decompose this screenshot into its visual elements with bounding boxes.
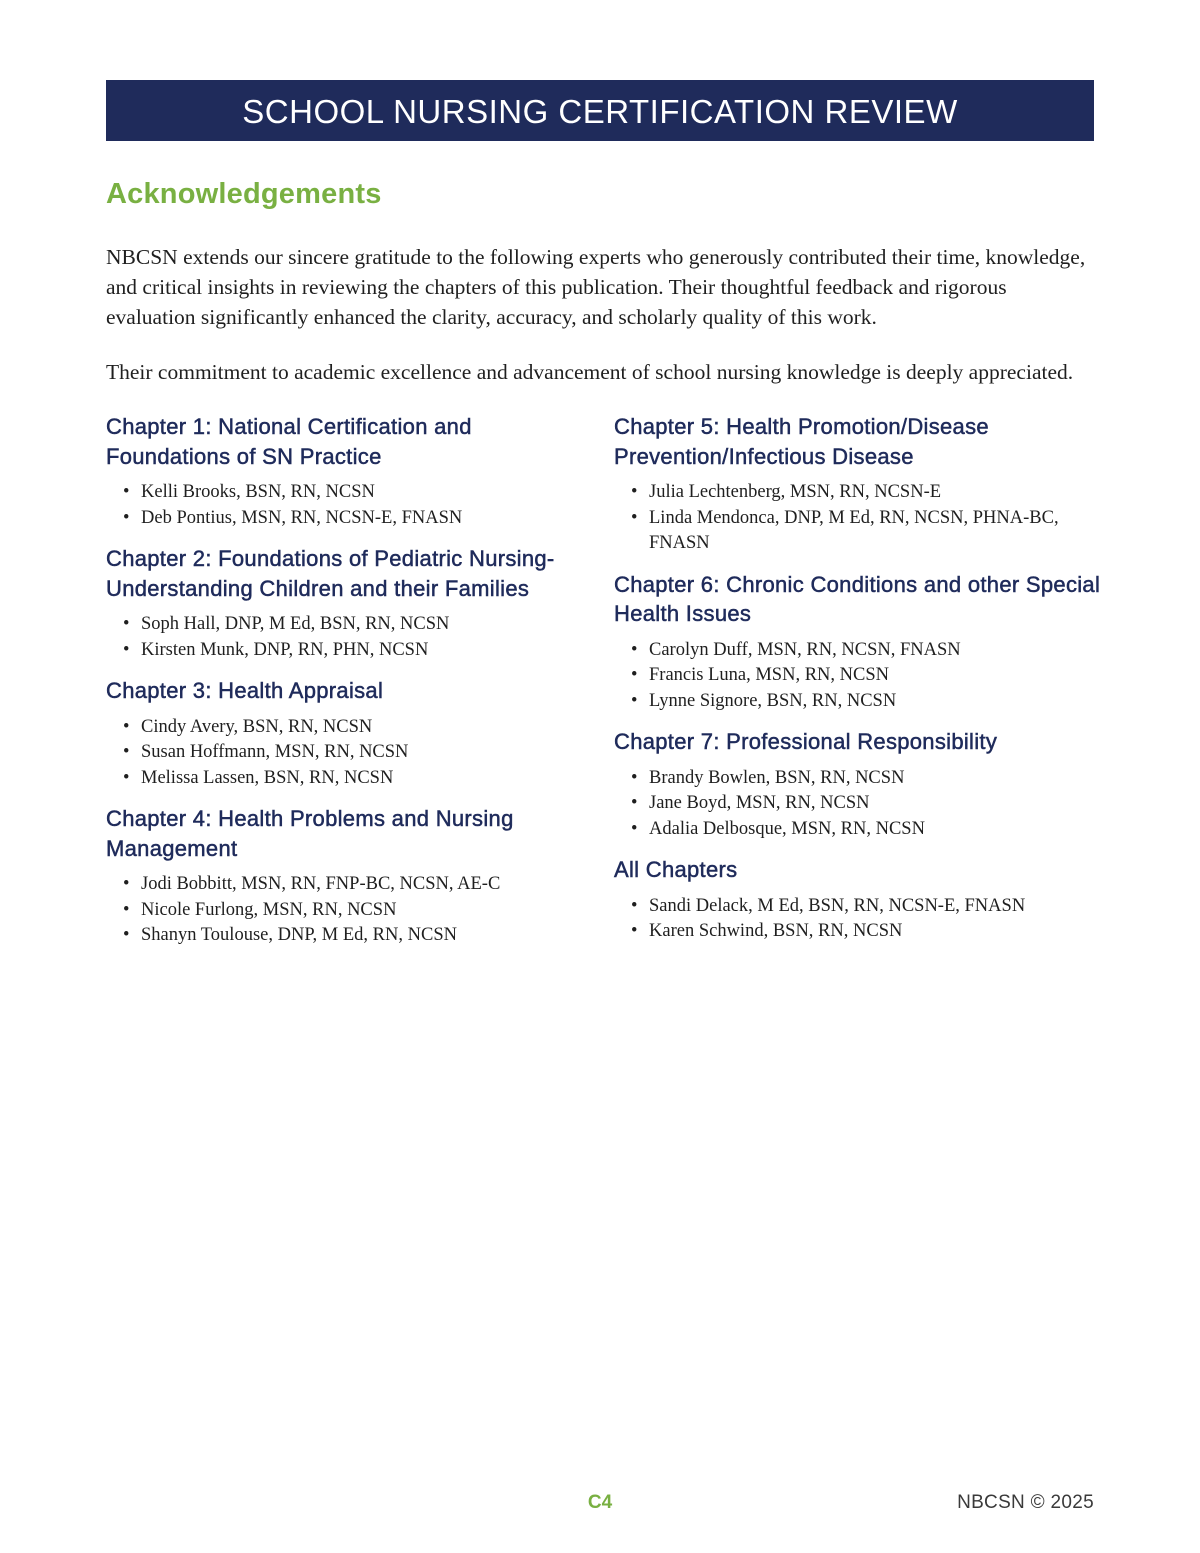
chapter-section [614, 412, 1104, 557]
reviewer-name: Linda Mendonca, DNP, M Ed, RN, NCSN, PHNA-BC, FNASN [649, 507, 1059, 553]
left-column [106, 412, 596, 962]
header-banner [106, 80, 1094, 141]
chapter-title: Chapter 5: Health Promotion/Disease Prevention/Infectious Disease [614, 414, 989, 469]
chapter-section [614, 727, 1104, 842]
chapter-section [106, 676, 596, 791]
reviewer-name: Soph Hall, DNP, M Ed, BSN, RN, NCSN [141, 614, 450, 634]
reviewer-list [614, 894, 1104, 945]
reviewer-item [614, 766, 1104, 792]
reviewer-name: Carolyn Duff, MSN, RN, NCSN, FNASN [649, 639, 961, 660]
bullet-icon: • [631, 818, 638, 839]
reviewer-item [614, 791, 1104, 817]
reviewer-list [106, 612, 596, 663]
bullet-icon: • [123, 899, 130, 920]
bullet-icon: • [631, 895, 638, 916]
chapter-section [106, 804, 596, 949]
bullet-icon: • [123, 925, 130, 945]
reviewer-item [614, 506, 1104, 557]
bullet-icon: • [123, 507, 130, 528]
bullet-icon: • [123, 639, 130, 660]
reviewer-list [106, 872, 596, 949]
bullet-icon: • [631, 767, 638, 788]
reviewer-item [106, 898, 596, 924]
reviewer-item [614, 919, 1104, 945]
bullet-icon: • [631, 639, 638, 660]
bullet-icon: • [123, 767, 130, 788]
reviewer-item [614, 638, 1104, 664]
reviewer-name: Karen Schwind, BSN, RN, NCSN [649, 921, 903, 941]
section-title: Acknowledgements [106, 178, 382, 210]
reviewer-item [106, 766, 596, 792]
bullet-icon: • [123, 716, 130, 737]
copyright-notice: NBCSN © 2025 [957, 1492, 1094, 1513]
reviewer-list [614, 480, 1104, 557]
reviewer-item [106, 872, 596, 898]
chapter-section [106, 412, 596, 531]
reviewer-item [106, 715, 596, 741]
reviewer-name: Nicole Furlong, MSN, RN, NCSN [141, 899, 397, 920]
bullet-icon: • [631, 482, 638, 502]
intro-paragraph-2: Their commitment to academic excellence and advancement of school nursing knowledge is deeply appreciated. [106, 360, 1074, 384]
reviewer-list [614, 638, 1104, 715]
chapter-title: Chapter 2: Foundations of Pediatric Nursing-Understanding Children and their Families [106, 546, 555, 601]
page-number: C4 [587, 1492, 613, 1513]
reviewer-name: Francis Luna, MSN, RN, NCSN [649, 665, 889, 685]
bullet-icon: • [123, 482, 130, 502]
reviewer-name: Julia Lechtenberg, MSN, RN, NCSN-E [649, 482, 942, 502]
chapter-title: Chapter 3: Health Appraisal [106, 678, 384, 703]
reviewer-name: Cindy Avery, BSN, RN, NCSN [141, 716, 373, 737]
bullet-icon: • [123, 874, 130, 894]
chapter-section [614, 570, 1104, 715]
bullet-icon: • [631, 690, 638, 711]
reviewer-list [106, 480, 596, 531]
right-column [614, 412, 1104, 958]
reviewer-name: Susan Hoffmann, MSN, RN, NCSN [141, 742, 409, 762]
chapter-title: Chapter 6: Chronic Conditions and other Special Health Issues [614, 571, 1101, 626]
reviewer-name: Brandy Bowlen, BSN, RN, NCSN [649, 767, 905, 788]
reviewer-item [106, 612, 596, 638]
chapter-title: Chapter 4: Health Problems and Nursing Management [106, 806, 514, 861]
reviewer-item [106, 638, 596, 664]
reviewer-item [614, 689, 1104, 715]
chapter-section [614, 855, 1104, 945]
reviewer-item [614, 894, 1104, 920]
reviewer-item [106, 480, 596, 506]
bullet-icon: • [631, 665, 638, 685]
reviewer-name: Adalia Delbosque, MSN, RN, NCSN [649, 818, 925, 839]
reviewer-list [614, 766, 1104, 843]
bullet-icon: • [123, 614, 130, 634]
reviewer-name: Jodi Bobbitt, MSN, RN, FNP-BC, NCSN, AE-C [141, 874, 501, 894]
bullet-icon: • [631, 921, 638, 941]
reviewer-name: Kirsten Munk, DNP, RN, PHN, NCSN [141, 639, 429, 660]
bullet-icon: • [631, 507, 638, 528]
reviewer-name: Lynne Signore, BSN, RN, NCSN [649, 690, 897, 711]
intro-paragraph: NBCSN extends our sincere gratitude to the following experts who generously contributed their time, knowledge, and critical insights in reviewing the chapters of this publication. Their thoughtful feedback and rigorous evaluation significantly enhanced the clarity, accuracy, and scholarly quality of this work. [106, 245, 1086, 329]
reviewer-list [106, 715, 596, 792]
reviewer-item [106, 740, 596, 766]
reviewer-name: Deb Pontius, MSN, RN, NCSN-E, FNASN [141, 507, 463, 528]
reviewer-item [614, 663, 1104, 689]
reviewer-name: Kelli Brooks, BSN, RN, NCSN [141, 482, 375, 502]
chapter-section [106, 544, 596, 663]
bullet-icon: • [631, 793, 638, 813]
reviewer-item [106, 506, 596, 532]
reviewer-name: Shanyn Toulouse, DNP, M Ed, RN, NCSN [141, 925, 457, 945]
header-title: SCHOOL NURSING CERTIFICATION REVIEW [242, 92, 958, 130]
reviewer-item [106, 923, 596, 949]
chapter-title: All Chapters [614, 857, 738, 882]
reviewer-item [614, 480, 1104, 506]
reviewer-item [614, 817, 1104, 843]
reviewer-name: Melissa Lassen, BSN, RN, NCSN [141, 767, 394, 788]
bullet-icon: • [123, 742, 130, 762]
reviewer-name: Sandi Delack, M Ed, BSN, RN, NCSN-E, FNASN [649, 895, 1026, 916]
chapter-title: Chapter 1: National Certification and Foundations of SN Practice [106, 414, 472, 469]
reviewer-name: Jane Boyd, MSN, RN, NCSN [649, 793, 870, 813]
chapter-title: Chapter 7: Professional Responsibility [614, 729, 998, 754]
